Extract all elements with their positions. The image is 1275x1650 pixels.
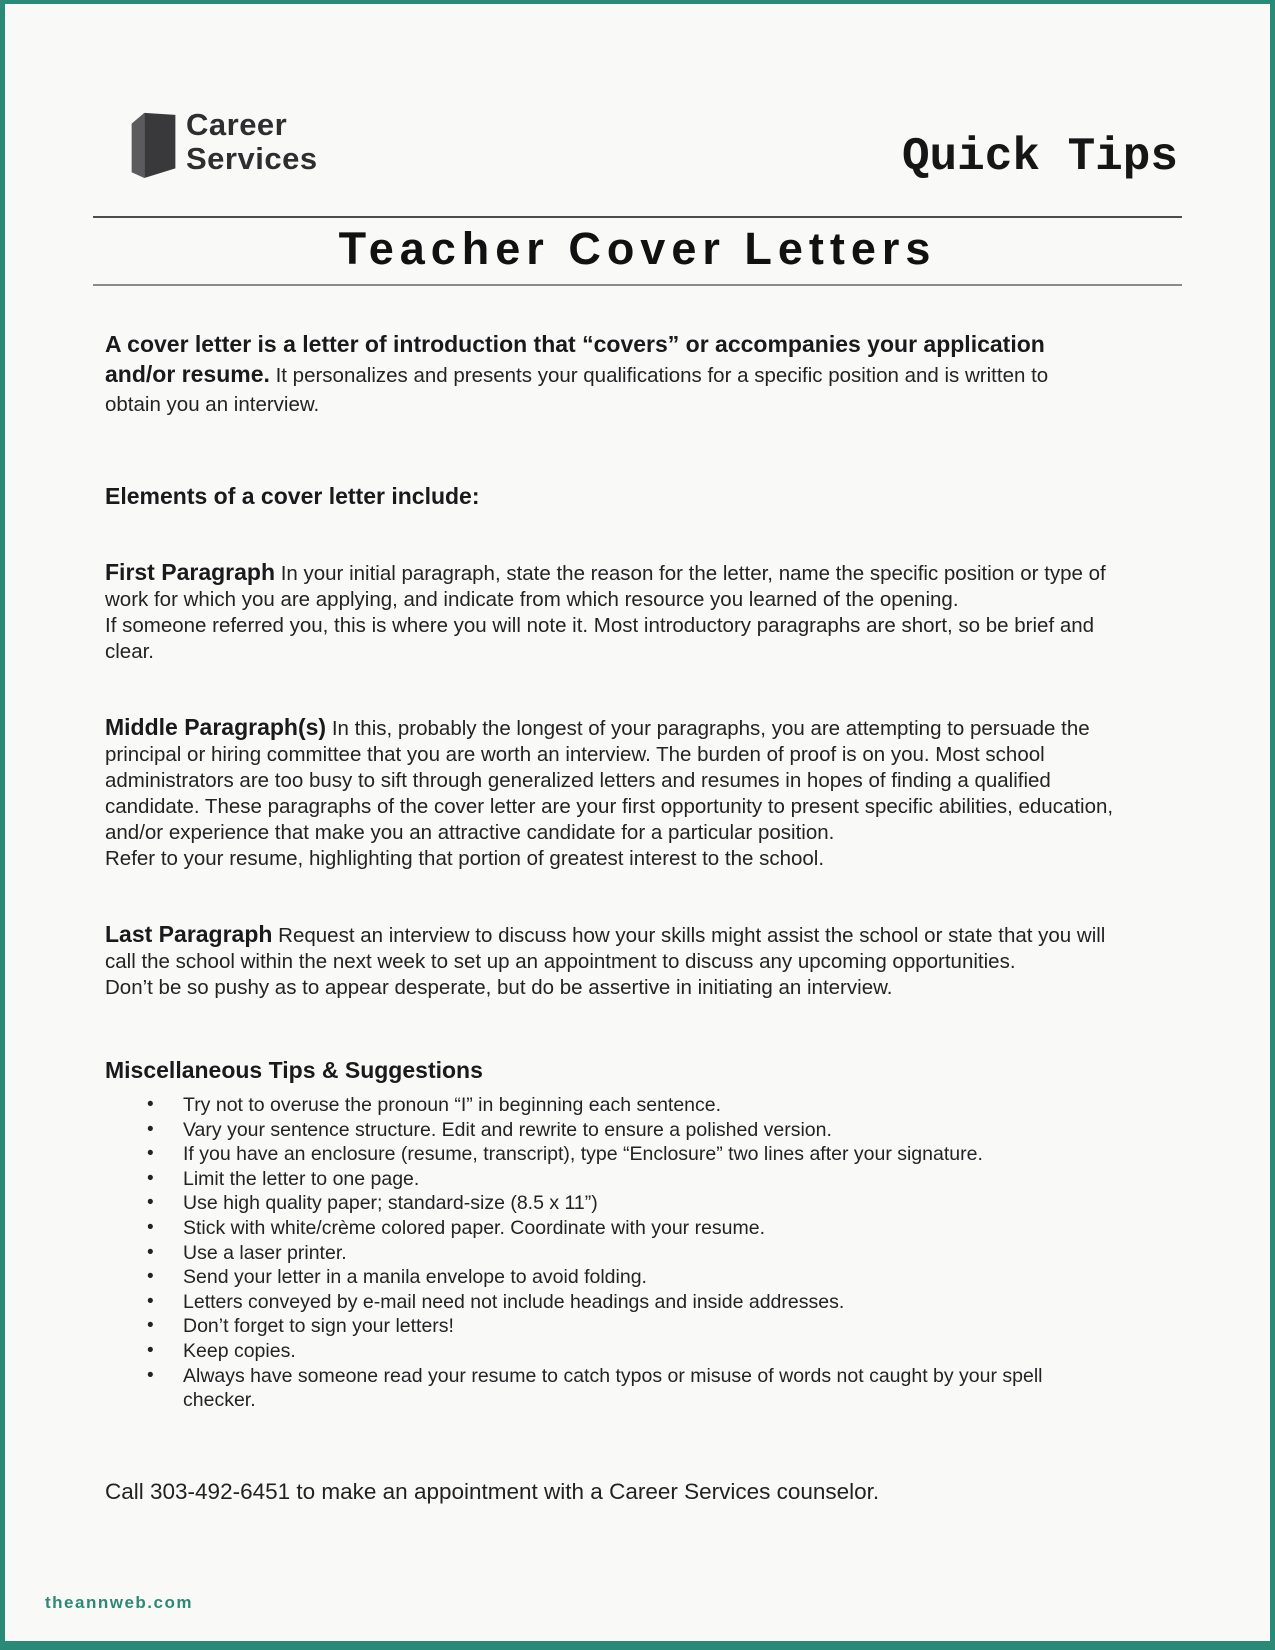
section-heading: Last Paragraph	[105, 921, 273, 947]
list-item: • Stick with white/crème colored paper. Coordinate with your resume.	[183, 1216, 1088, 1241]
section-note: Refer to your resume, highlighting that portion of greatest interest to the school.	[105, 847, 825, 870]
quick-tips-label: Quick Tips	[901, 131, 1178, 183]
intro-paragraph	[105, 330, 1105, 419]
list-item: • If you have an enclosure (resume, transcript), type “Enclosure” two lines after your signature.	[183, 1142, 1088, 1167]
section-note: If someone referred you, this is where you will note it. Most introductory paragraphs are short, so be brief and clear.	[105, 614, 1095, 663]
watermark: theannweb.com	[45, 1593, 193, 1612]
section-note: Don’t be so pushy as to appear desperate, but do be assertive in initiating an interview.	[105, 976, 893, 999]
document-header	[95, 107, 1180, 183]
logo-line-services: Services	[186, 141, 318, 176]
elements-heading: Elements of a cover letter include:	[105, 483, 480, 509]
list-item: • Limit the letter to one page.	[183, 1167, 1088, 1192]
section-first-paragraph	[105, 559, 1117, 665]
logo-text	[186, 108, 318, 176]
section-body: In your initial paragraph, state the reason for the letter, name the specific position or type of work for which you are applying, and indicate from which resource you learned of the opening.	[105, 562, 1106, 611]
list-item: • Vary your sentence structure. Edit and rewrite to ensure a polished version.	[183, 1118, 1088, 1143]
list-item: • Use a laser printer.	[183, 1241, 1088, 1266]
book-block-icon	[131, 110, 177, 180]
list-item: • Use high quality paper; standard-size (8.5 x 11”)	[183, 1191, 1088, 1216]
page-title: Teacher Cover Letters	[338, 223, 937, 274]
career-services-logo	[131, 108, 318, 180]
document-body	[105, 330, 1178, 1505]
title-divider-bottom	[93, 284, 1182, 286]
tips-heading: Miscellaneous Tips & Suggestions	[105, 1057, 483, 1083]
section-heading: First Paragraph	[105, 559, 275, 585]
section-heading: Middle Paragraph(s)	[105, 714, 327, 740]
call-to-action-line: Call 303-492-6451 to make an appointment with a Career Services counselor.	[105, 1478, 880, 1504]
intro-lead: A cover letter is a letter of introduction that “covers” or accompanies your application and/or resume.	[105, 331, 1045, 387]
intro-body: It personalizes and presents your qualifications for a specific position and is written to obtain you an interview.	[105, 364, 1049, 416]
section-middle-paragraphs	[105, 714, 1117, 872]
list-item: • Letters conveyed by e-mail need not include headings and inside addresses.	[183, 1290, 1088, 1315]
section-body: In this, probably the longest of your paragraphs, you are attempting to persuade the principal or hiring committee that you are worth an interview. The burden of proof is on you. Most school administrators are too busy to sift through generalized letters and resumes in hopes of finding a qualified candidate. These paragraphs of the cover letter are your first opportunity to present specific abilities, education, and/or experience that make you an attractive candidate for a particular position.	[105, 717, 1114, 844]
section-last-paragraph	[105, 921, 1117, 1001]
list-item: • Always have someone read your resume to catch typos or misuse of words not caught by your spell checker.	[183, 1364, 1088, 1413]
title-divider-top	[93, 216, 1182, 218]
list-item: • Keep copies.	[183, 1339, 1088, 1364]
tips-list	[105, 1093, 1178, 1413]
list-item: • Try not to overuse the pronoun “I” in beginning each sentence.	[183, 1093, 1088, 1118]
section-body: Request an interview to discuss how your skills might assist the school or state that you will call the school within the next week to set up an appointment to discuss any upcoming opportunities.	[105, 924, 1106, 973]
logo-line-career: Career	[186, 107, 288, 142]
list-item: • Send your letter in a manila envelope to avoid folding.	[183, 1265, 1088, 1290]
list-item: • Don’t forget to sign your letters!	[183, 1314, 1088, 1339]
